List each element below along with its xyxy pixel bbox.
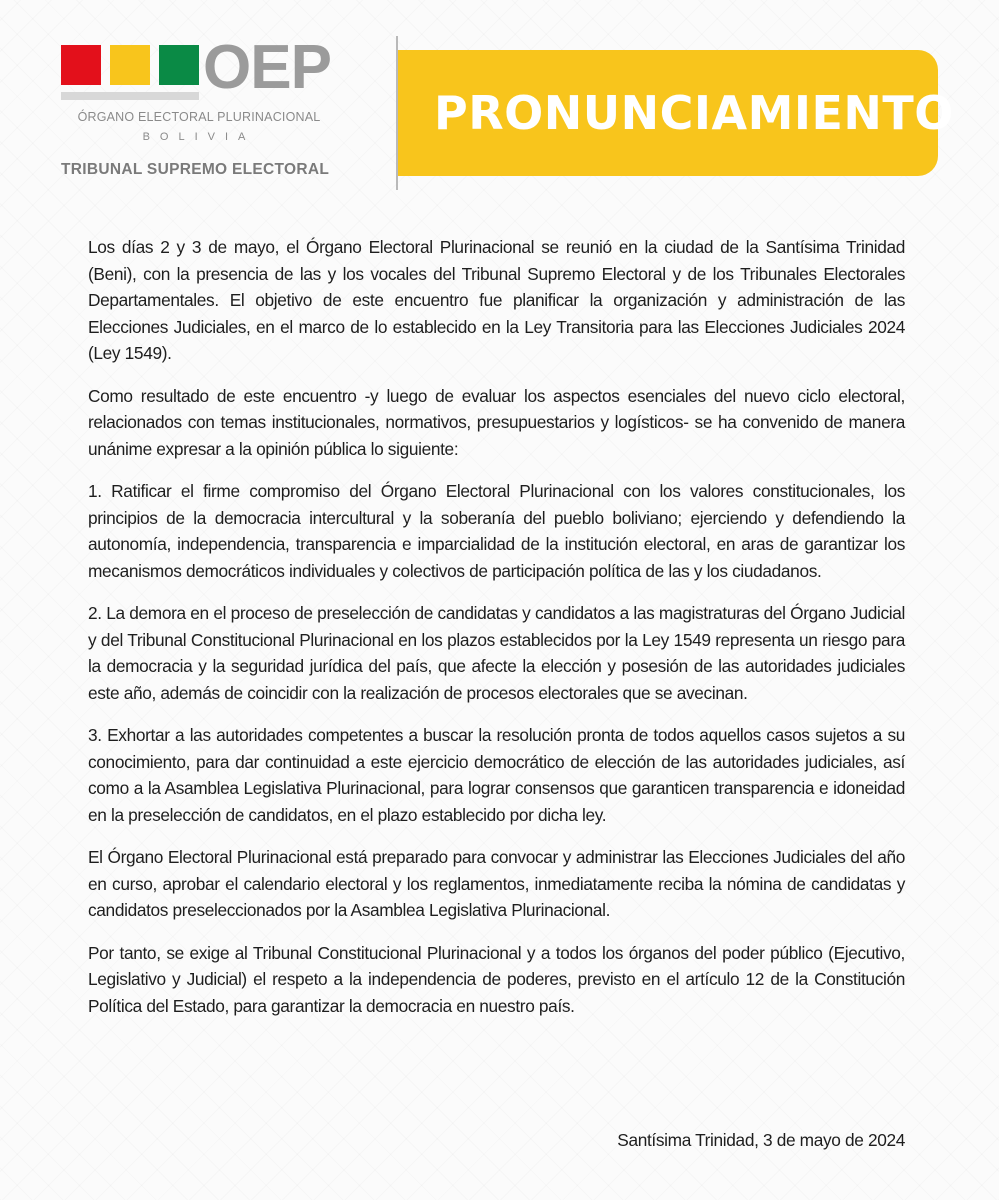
paragraph-intro: Los días 2 y 3 de mayo, el Órgano Electoral Plurinacional se reunió en la ciudad de la Santísima Trinidad (Beni), con la presencia de las y los vocales del Tribunal Supremo Electoral y de los Tribunales Electorales Departamentales. El objetivo de este encuentro fue planificar la organización y administración de las Elecciones Judiciales, en el marco de lo establecido en la Ley Transitoria para las Elecciones Judiciales 2024 (Ley 1549). [88, 237, 905, 363]
country-name: BOLIVIA [142, 131, 256, 143]
paragraph-point-1: 1. Ratificar el firme compromiso del Órgano Electoral Plurinacional con los valores constitucionales, los principios de la democracia intercultural y la soberanía del pueblo boliviano; ejerciendo y defendiendo la autonomía, independencia, transparencia e imparcialidad de la institución electoral, en aras de garantizar los mecanismos democráticos individuales y colectivos de participación política de las y los ciudadanos. [88, 481, 905, 581]
place-and-date: Santísima Trinidad, 3 de mayo de 2024 [617, 1130, 905, 1150]
paragraph-point-3: 3. Exhortar a las autoridades competentes a buscar la resolución pronta de todos aquellos casos sujetos a su conocimiento, para dar continuidad a este ejercicio democrático de elección de las autoridades judiciales, así como a la Asamblea Legislativa Plurinacional, para lograr consensos que garanticen transparencia e idoneidad en la preselección de candidatos, en el plazo establecido por dicha ley. [88, 725, 905, 825]
logo-wordmark: OEP [203, 33, 331, 102]
paragraph-readiness: El Órgano Electoral Plurinacional está preparado para convocar y administrar las Elecciones Judiciales del año en curso, aprobar el calendario electoral y los reglamentos, inmediatamente reciba la nómina de candidatas y candidatos preseleccionados por la Asamblea Legislativa Plurinacional. [88, 847, 905, 920]
flag-squares [61, 45, 199, 85]
green-square [159, 45, 199, 85]
paragraph-result: Como resultado de este encuentro -y luego de evaluar los aspectos esenciales del nuevo ciclo electoral, relacionados con temas institucionales, normativos, presupuestarios y logísticos- se ha convenido de manera unánime expresar a la opinión pública lo siguiente: [88, 385, 905, 459]
red-square [61, 45, 101, 85]
paragraph-demand: Por tanto, se exige al Tribunal Constitucional Plurinacional y a todos los órganos del poder público (Ejecutivo, Legislativo y Judicial) el respeto a la independencia de poderes, previsto en el artículo 12 de la Constitución Política del Estado, para garantizar la democracia en nuestro país. [88, 942, 905, 1016]
paragraph-point-2: 2. La demora en el proceso de preselección de candidatas y candidatos a las magistraturas del Órgano Judicial y del Tribunal Constitucional Plurinacional en los plazos establecidos por la Ley 1549 representa un riesgo para la democracia y la seguridad jurídica del país, que afecte la elección y posesión de las autoridades judiciales este año, además de coincidir con la realización de procesos electorales que se avecinan. [88, 603, 905, 703]
title-banner [398, 50, 954, 176]
document-title: PRONUNCIAMIENTO [434, 86, 954, 140]
organization-name: ÓRGANO ELECTORAL PLURINACIONAL [77, 110, 321, 124]
tribunal-subtitle: TRIBUNAL SUPREMO ELECTORAL [61, 161, 330, 178]
statement-body [88, 234, 905, 1035]
yellow-square [110, 45, 150, 85]
logo-underline-bar [61, 92, 199, 100]
